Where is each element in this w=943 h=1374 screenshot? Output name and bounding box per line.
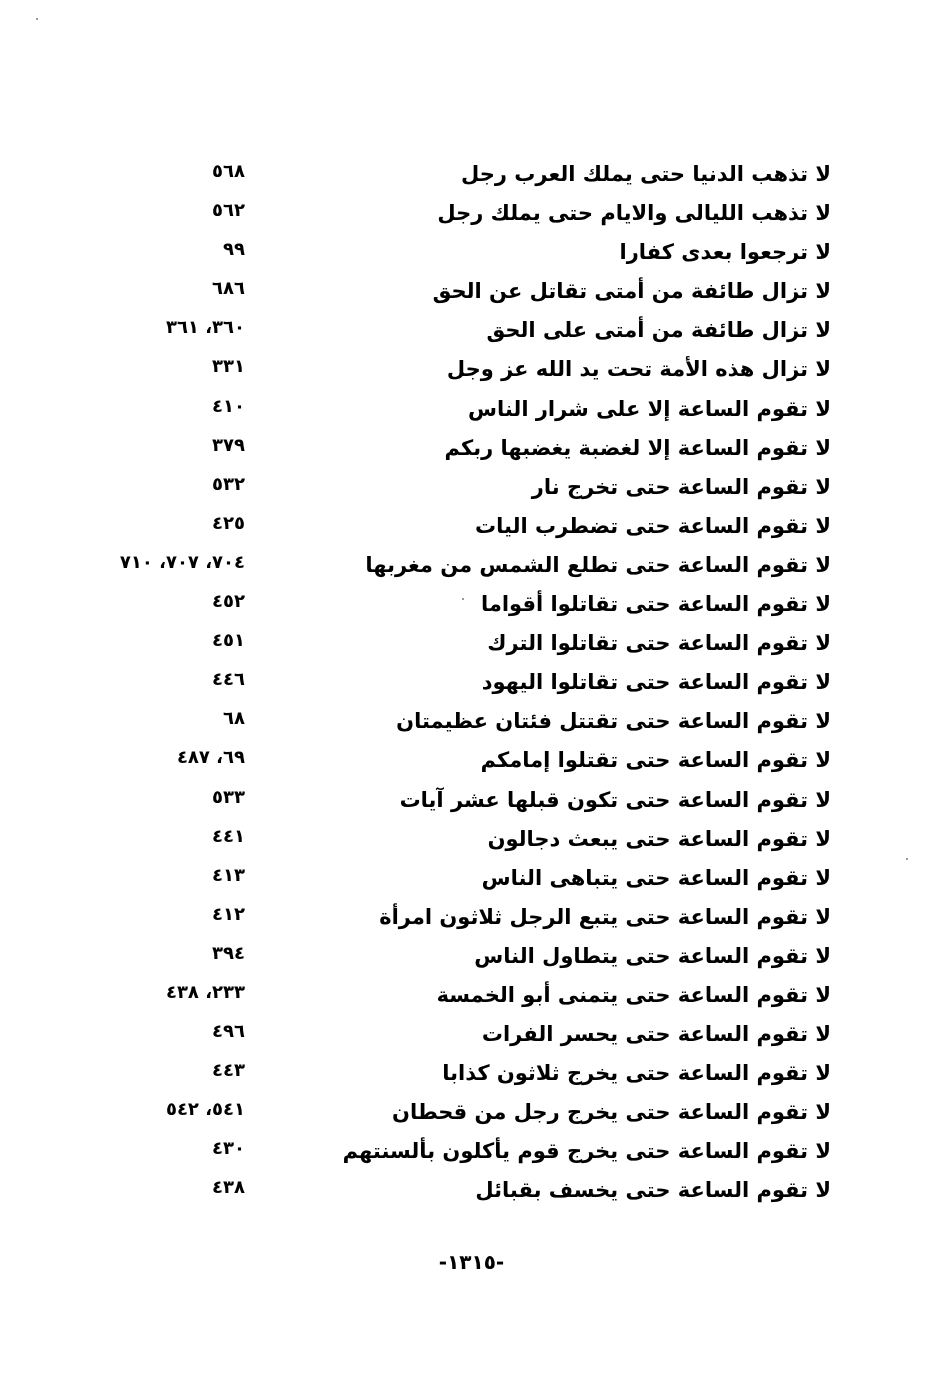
hadith-text: لا تقوم الساعة إلا لغضبة يغضبها ربكم (444, 435, 831, 460)
index-entry (0, 858, 943, 897)
page-references: ٣٦٠، ٣٦١ (165, 317, 245, 339)
hadith-text: لا تقوم الساعة حتى تطلع الشمس من مغربها (365, 552, 831, 577)
index-entry (0, 310, 943, 349)
hadith-text: لا تقوم الساعة حتى تقتتل فئتان عظيمتان (396, 709, 831, 734)
page-references: ٤٢٥ (212, 512, 245, 534)
page-references: ٢٣٣، ٤٣٨ (165, 981, 245, 1003)
hadith-text: لا تقوم الساعة حتى يحسر الفرات (481, 1022, 831, 1047)
hadith-text: لا تزال طائفة من أمتى على الحق (486, 318, 831, 343)
hadith-text: لا تقوم الساعة حتى يتمنى أبو الخمسة (436, 982, 831, 1007)
index-entry (0, 389, 943, 428)
hadith-text: لا تذهب الدنيا حتى يملك العرب رجل (461, 162, 831, 186)
hadith-text: لا تقوم الساعة حتى يخرج ثلاثون كذابا (442, 1061, 831, 1086)
index-entry (0, 936, 943, 975)
page-number: -١٣١٥- (438, 1250, 505, 1274)
index-entry (0, 584, 943, 623)
index-entry (0, 1170, 943, 1209)
index-entry (0, 349, 943, 388)
index-entry (0, 467, 943, 506)
hadith-text: لا تقوم الساعة حتى يتطاول الناس (474, 943, 831, 968)
page-references: ٦٨ (223, 708, 245, 730)
index-entry (0, 701, 943, 740)
page-references: ٤٣٠ (212, 1138, 245, 1160)
hadith-text: لا تقوم الساعة حتى يخرج رجل من قحطان (392, 1100, 831, 1125)
page-references: ٩٩ (223, 239, 245, 261)
index-entry (0, 1131, 943, 1170)
hadith-index-list (0, 154, 943, 1210)
page-references: ٤٤٦ (212, 669, 245, 691)
index-entry (0, 1014, 943, 1053)
page-references: ٤١٠ (212, 395, 245, 417)
index-entry (0, 232, 943, 271)
page-references: ٧٠٤، ٧٠٧، ٧١٠ (119, 551, 245, 573)
index-entry (0, 819, 943, 858)
index-entry (0, 662, 943, 701)
index-entry (0, 428, 943, 467)
scan-speck (906, 858, 908, 860)
index-entry (0, 623, 943, 662)
hadith-text: لا تقوم الساعة حتى تخرج نار (531, 474, 831, 499)
hadith-text: لا تقوم الساعة حتى يتباهى الناس (481, 865, 831, 890)
page-references: ٤٤١ (212, 825, 245, 847)
page-references: ٣٧٩ (212, 434, 245, 456)
page-references: ٦٨٦ (212, 278, 245, 300)
page-references: ٥٤١، ٥٤٢ (165, 1099, 245, 1121)
hadith-text: لا تقوم الساعة حتى تكون قبلها عشر آيات (399, 787, 831, 812)
index-entry (0, 271, 943, 310)
index-entry (0, 193, 943, 232)
page-references: ٦٩، ٤٨٧ (176, 747, 245, 769)
hadith-text: لا تقوم الساعة حتى تضطرب اليات (475, 513, 831, 538)
index-entry (0, 154, 943, 193)
page-references: ٥٦٨ (212, 161, 245, 182)
page-references: ٤٣٨ (212, 1177, 245, 1199)
scan-speck (36, 18, 38, 20)
page-references: ٣٣١ (212, 356, 245, 378)
hadith-text: لا تقوم الساعة حتى يخسف بقبائل (475, 1178, 831, 1203)
index-entry (0, 740, 943, 779)
page-references: ٥٦٢ (212, 200, 245, 222)
page-references: ٣٩٤ (212, 942, 245, 964)
hadith-text: لا تقوم الساعة إلا على شرار الناس (468, 396, 831, 421)
hadith-text: لا تزال طائفة من أمتى تقاتل عن الحق (432, 279, 831, 304)
page-references: ٤٩٦ (212, 1021, 245, 1043)
page-references: ٥٣٣ (212, 786, 245, 808)
hadith-text: لا تقوم الساعة حتى تقتلوا إمامكم (480, 748, 831, 773)
hadith-text: لا تقوم الساعة حتى تقاتلوا أقواما (480, 592, 831, 617)
page-references: ٤٥١ (212, 630, 245, 652)
scan-speck (462, 598, 464, 600)
index-entry (0, 1092, 943, 1131)
hadith-text: لا تزال هذه الأمة تحت يد الله عز وجل (446, 357, 831, 382)
hadith-text: لا تقوم الساعة حتى يخرج قوم يأكلون بألسنتهم (342, 1139, 831, 1164)
index-entry (0, 780, 943, 819)
index-entry (0, 975, 943, 1014)
index-entry (0, 1053, 943, 1092)
page-references: ٥٣٢ (212, 473, 245, 495)
hadith-text: لا تقوم الساعة حتى يبعث دجالون (487, 826, 831, 851)
index-entry (0, 545, 943, 584)
page-references: ٤١٣ (212, 864, 245, 886)
hadith-text: لا تقوم الساعة حتى تقاتلوا الترك (487, 631, 831, 656)
hadith-text: لا تقوم الساعة حتى يتبع الرجل ثلاثون امرأة (379, 904, 831, 929)
index-entry (0, 897, 943, 936)
hadith-text: لا تقوم الساعة حتى تقاتلوا اليهود (481, 670, 831, 695)
page-references: ٤١٢ (212, 903, 245, 925)
hadith-text: لا ترجعوا بعدى كفارا (619, 240, 831, 265)
page-references: ٤٤٣ (212, 1060, 245, 1082)
hadith-text: لا تذهب الليالى والايام حتى يملك رجل (437, 201, 831, 226)
index-entry (0, 506, 943, 545)
page-references: ٤٥٢ (212, 591, 245, 613)
